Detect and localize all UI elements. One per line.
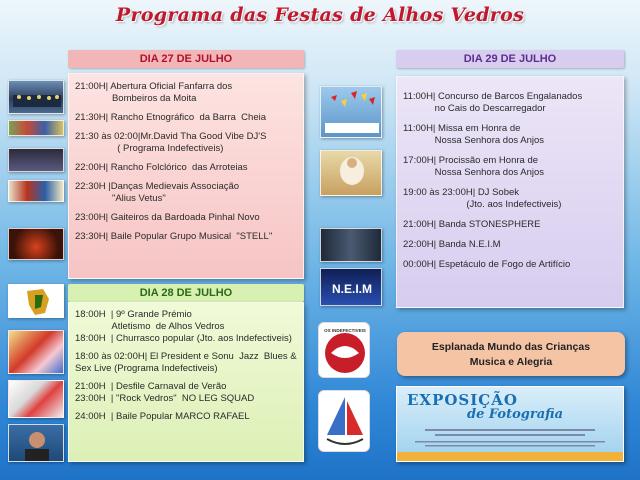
event-line: 19:00 às 23:00H| DJ Sobek [403, 187, 520, 198]
day29-header: DIA 29 DE JULHO [396, 50, 624, 68]
photo-barcos-engalanados [320, 86, 382, 138]
day27-item [75, 131, 297, 155]
day28-panel [68, 302, 304, 462]
photo-fanfarra [8, 80, 64, 114]
esplanada-box [397, 332, 625, 376]
photo-nossa-senhora [320, 150, 382, 196]
event-line: 11:00H| Missa em Honra de [403, 123, 521, 134]
event-line: Nossa Senhora dos Anjos [403, 135, 544, 146]
event-line: 18:00H | 9º Grande Prémio [75, 309, 192, 320]
event-line: 21:30 às 02:00|Mr.David Tha Good Vibe DJ'S [75, 131, 267, 142]
event-line: Bombeiros da Moita [75, 93, 197, 104]
day27-item [75, 212, 297, 224]
event-line: 18:00 às 02:00H| El President e Sonu Jazz Blues & [75, 351, 297, 362]
event-line: 21:30H| Rancho Etnográfico da Barra Cheia [75, 112, 266, 123]
exposicao-fine-print [405, 427, 617, 455]
event-line: 24:00H | Baile Popular MARCO RAFAEL [75, 411, 250, 422]
event-line: 22:30H |Danças Medievais Associação [75, 181, 240, 192]
event-line: 22:00H| Banda N.E.I.M [403, 239, 501, 250]
esplanada-line2: Musica e Alegria [469, 356, 553, 368]
photo-neim-band [320, 268, 382, 306]
event-line: (Jto. aos Indefectiveis) [403, 199, 562, 210]
day29-item [403, 155, 617, 179]
day29-item [403, 91, 617, 115]
event-line: Nossa Senhora dos Anjos [403, 167, 544, 178]
photo-marco-rafael [8, 424, 64, 462]
day27-item [75, 81, 297, 105]
day29-item [403, 259, 617, 271]
event-line: 21:00H| Abertura Oficial Fanfarra dos [75, 81, 233, 92]
day28-item [75, 351, 297, 375]
indefectiveis-logo [318, 322, 370, 378]
indefectiveis-logo-text: OS INDEFECTIVEIS [324, 328, 366, 333]
event-line: no Cais do Descarregador [403, 103, 546, 114]
exposicao-date-bar [397, 452, 623, 461]
event-line: "Alius Vetus" [75, 193, 166, 204]
event-line: Atletismo de Alhos Vedros [75, 321, 225, 332]
event-line: 17:00H| Procissão em Honra de [403, 155, 539, 166]
photo-rock-vedros [8, 380, 64, 418]
day29-item [403, 123, 617, 147]
day27-panel [68, 73, 304, 279]
photo-rancho-barra [8, 120, 64, 136]
day29-item [403, 239, 617, 251]
day27-item [75, 112, 297, 124]
day27-header: DIA 27 DE JULHO [68, 50, 304, 68]
day27-item [75, 231, 297, 243]
exposicao-subtitle: de Fotografia [467, 407, 563, 422]
event-line: 21:00H | Desfile Carnaval de Verão [75, 381, 227, 392]
event-line: Sex Live (Programa Indefectiveis) [75, 363, 218, 374]
exposicao-poster [396, 386, 624, 462]
event-line: ( Programa Indefectiveis) [75, 143, 224, 154]
photo-atletismo-map [8, 284, 64, 318]
day28-item [75, 309, 297, 345]
event-line: 23:00H | "Rock Vedros" NO LEG SQUAD [75, 393, 255, 404]
day29-panel [396, 76, 624, 308]
day28-header: DIA 28 DE JULHO [68, 284, 304, 302]
page-title: Programa das Festas de Alhos Vedros [115, 4, 525, 26]
event-line: 18:00H | Churrasco popular (Jto. aos Indefectiveis) [75, 333, 292, 344]
event-line: 23:30H| Baile Popular Grupo Musical "STELL" [75, 231, 273, 242]
day28-item [75, 411, 297, 423]
sailboat-logo [318, 390, 370, 452]
event-line: 00:00H| Espetáculo de Fogo de Artifício [403, 259, 571, 270]
photo-dj-sobek [320, 228, 382, 262]
esplanada-line1: Esplanada Mundo das Crianças [431, 341, 591, 353]
day27-item [75, 181, 297, 205]
day28-item [75, 381, 297, 405]
event-line: 22:00H| Rancho Folclórico das Arroteias [75, 162, 248, 173]
event-line: 21:00H| Banda STONESPHERE [403, 219, 541, 230]
photo-indefectiveis-club [8, 148, 64, 172]
photo-dancas-medievais [8, 228, 64, 260]
day29-item [403, 219, 617, 231]
event-line: 23:00H| Gaiteiros da Bardoada Pinhal Novo [75, 212, 260, 223]
photo-rancho-arroteias [8, 180, 64, 202]
exposicao-title: EXPOSIÇÃO [407, 391, 518, 409]
day27-item [75, 162, 297, 174]
event-line: 11:00H| Concurso de Barcos Engalanados [403, 91, 583, 102]
neim-logo-text: N.E.I.M [331, 282, 373, 296]
day29-item [403, 187, 617, 211]
photo-carnaval [8, 330, 64, 374]
